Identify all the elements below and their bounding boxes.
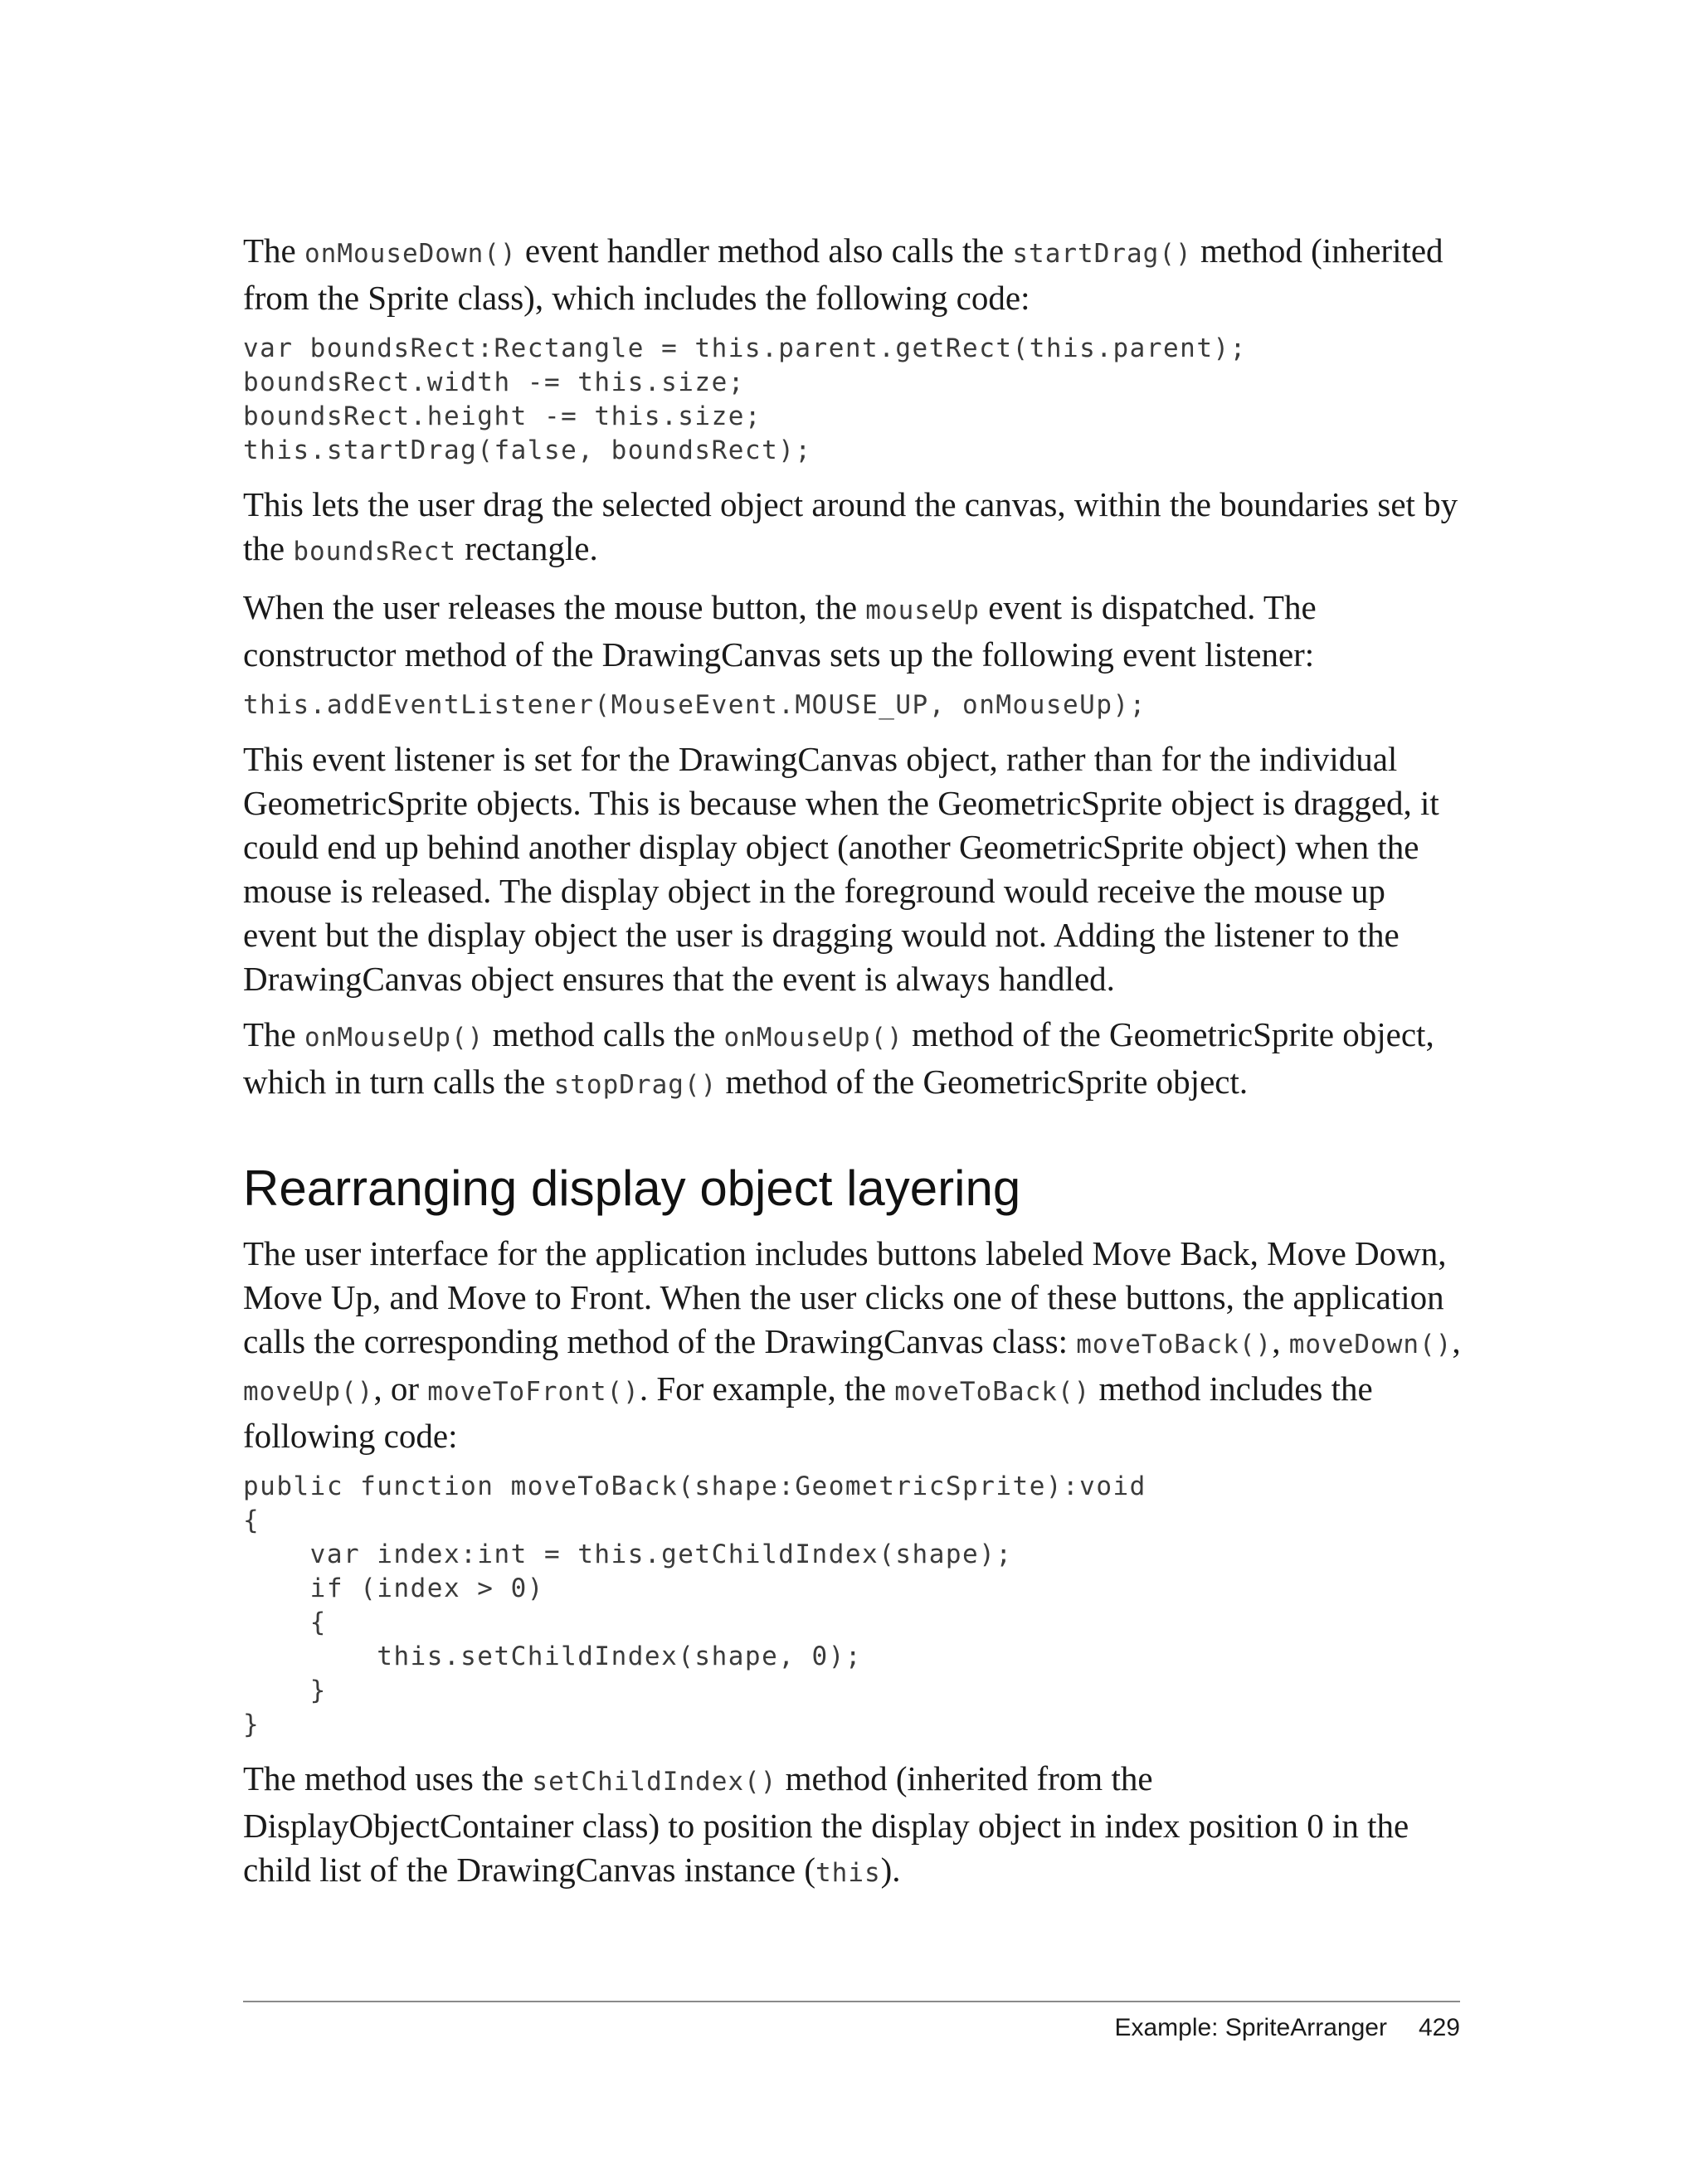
inline-code: moveToBack() [1076, 1330, 1273, 1360]
page-number: 429 [1418, 2014, 1460, 2041]
inline-code: onMouseDown() [304, 239, 517, 269]
paragraph-mouseup-dispatch [243, 586, 1463, 677]
inline-code: startDrag() [1012, 239, 1192, 269]
page-footer [1114, 2014, 1460, 2042]
paragraph-setchildindex [243, 1757, 1463, 1895]
text-run: This lets the user drag the selected object around the canvas, within the boundaries set by the [243, 485, 1458, 567]
code-block-startdrag: var boundsRect:Rectangle = this.parent.getRect(this.parent); boundsRect.width -= this.size; boundsRect.height -= this.size; this.startDrag(false, boundsRect); [243, 333, 1247, 465]
text-run: method of the GeometricSprite object. [717, 1063, 1249, 1101]
text-run: rectangle. [455, 529, 598, 567]
inline-code: this [815, 1858, 881, 1888]
inline-code: moveUp() [243, 1377, 374, 1407]
inline-code: stopDrag() [553, 1070, 718, 1100]
inline-code: moveDown() [1288, 1330, 1453, 1360]
paragraph-startdrag-intro [243, 229, 1463, 320]
text-run: , or [373, 1369, 428, 1408]
inline-code: moveToFront() [427, 1377, 640, 1407]
section-heading: Rearranging display object layering [243, 1160, 1021, 1216]
text-run: ). [880, 1851, 901, 1889]
text-run: The method uses the [243, 1759, 533, 1797]
text-run: , [1452, 1322, 1461, 1360]
text-run: method of the GeometricSprite object, which in turn calls the [243, 1015, 1434, 1101]
text-run: event is dispatched. The constructor method of the DrawingCanvas sets up the following event listener: [243, 588, 1317, 674]
inline-code: setChildIndex() [532, 1767, 777, 1797]
text-run: The [243, 231, 304, 270]
text-run: , [1272, 1322, 1289, 1360]
paragraph-listener-explanation: This event listener is set for the DrawingCanvas object, rather than for the individual GeometricSprite objects. This is because when the GeometricSprite object is dragged, it could end up behind another display object (another GeometricSprite object) when the mouse is released. The display object in the foreground would receive the mouse up event but the display object the user is dragging would not. Adding the listener to the DrawingCanvas object ensures that the event is always handled. [243, 740, 1439, 998]
text-run: When the user releases the mouse button, the [243, 588, 866, 626]
footer-title: Example: SpriteArranger [1114, 2014, 1387, 2041]
text-run: The [243, 1015, 304, 1053]
text-run: event handler method also calls the [516, 231, 1013, 270]
inline-code: onMouseUp() [304, 1023, 484, 1053]
text-run: method calls the [484, 1015, 724, 1053]
inline-code: moveToBack() [894, 1377, 1091, 1407]
inline-code: onMouseUp() [723, 1023, 903, 1053]
page-content [243, 229, 1463, 1907]
inline-code: mouseUp [865, 596, 980, 625]
text-run: method (inherited from the DisplayObjectContainer class) to position the display object in index position 0 in the child list of the DrawingCanvas instance ( [243, 1759, 1409, 1889]
footer-divider [243, 2001, 1460, 2002]
code-block-movetoback: public function moveToBack(shape:GeometricSprite):void { var index:int = this.getChildIndex(shape); if (index > 0) { this.setChildIndex(shape, 0); } } [243, 1471, 1146, 1739]
paragraph-move-buttons [243, 1232, 1463, 1458]
text-run: . For example, the [639, 1369, 895, 1408]
paragraph-drag-bounds [243, 483, 1463, 574]
text-run: method (inherited from the Sprite class), which includes the following code: [243, 231, 1443, 317]
code-block-event-listener: this.addEventListener(MouseEvent.MOUSE_UP, onMouseUp); [243, 690, 1146, 720]
text-run: method includes the following code: [243, 1369, 1373, 1455]
paragraph-onmouseup [243, 1013, 1463, 1107]
text-run: The user interface for the application includes buttons labeled Move Back, Move Down, Move Up, and Move to Front. When the user clicks one of these buttons, the application calls the corresponding method of the DrawingCanvas class: [243, 1234, 1447, 1360]
inline-code: boundsRect [293, 537, 456, 567]
